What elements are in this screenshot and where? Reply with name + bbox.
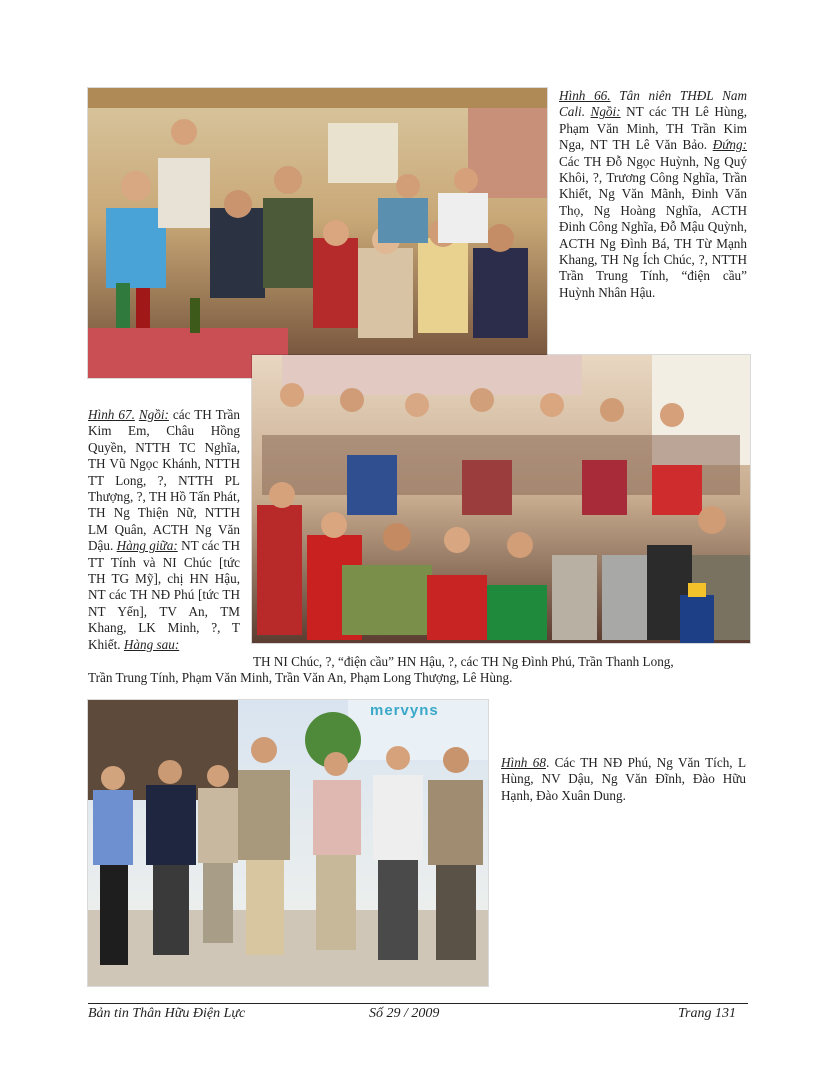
figure-66-stand-text: Các TH Đỗ Ngọc Huỳnh, Ng Quý Khôi, ?, Trương Công Nghĩa, Trần Khiết, Ng Văn Mãnh, Đinh Văn Thọ, Ng Hoàng Nghĩa, ACTH Đinh Công Nghĩa, Đỗ Mậu Quỳnh, ACTH Ng Đình Bá, TH Từ Mạnh Khang, TH Ng Ích Chúc, ?, NTTH Trần Trung Tính, “điện cầu” Huỳnh Nhân Hậu. <box>559 153 747 300</box>
caption-figure-67 <box>88 407 240 653</box>
figure-67-back-label: Hàng sau: <box>123 636 180 652</box>
footer-rule <box>88 1003 748 1004</box>
figure-66-stand-label: Đứng: <box>712 137 747 153</box>
figure-66-label: Hình 66. <box>559 88 611 103</box>
figure-67-mid-text: NT các TH TT Tính và NI Chúc [tức TH TG Mỹ], chị HN Hậu, NT các TH NĐ Phú [tức TH NT Yến], TV An, TM Khang, LK Minh, ?, T Khiết. <box>88 538 240 652</box>
figure-67-back-text-line1: TH NI Chúc, ?, “điện cầu” HN Hậu, ?, các TH Ng Đình Phú, Trần Thanh Long, <box>253 654 674 669</box>
photo-68 <box>88 700 488 986</box>
figure-66-title: Tân niên THĐL Nam Cali. <box>559 88 747 120</box>
photo-67 <box>252 355 750 643</box>
footer-page-number: Trang 131 <box>678 1006 736 1021</box>
footer-issue: Số 29 / 2009 <box>369 1006 440 1021</box>
figure-67-mid-label: Hàng giữa: <box>116 538 178 554</box>
caption-figure-66 <box>559 88 747 301</box>
figure-68-label: Hình 68 <box>501 755 546 770</box>
figure-67-back-text-line2: Trần Trung Tính, Phạm Văn Minh, Trần Văn An, Phạm Long Thượng, Lê Hùng. <box>88 670 513 685</box>
figure-68-text: . Các TH NĐ Phú, Ng Văn Tích, L Hùng, NV Dậu, Ng Văn Đĩnh, Đào Hữu Hạnh, Đào Xuân Dung. <box>501 755 747 803</box>
caption-figure-68 <box>501 755 746 804</box>
figure-67-sit-label: Ngồi: <box>138 407 169 422</box>
store-sign: mervyns <box>370 702 439 719</box>
figure-67-sit-text: các TH Trần Kim Em, Châu Hồng Quyền, NTTH TC Nghĩa, TH Vũ Ngọc Khánh, NTTH TT Long, ?, NTTH PL Thượng, ?, TH Hồ Tấn Phát, TH Ng Thiện Nữ, NTTH LM Quân, ACTH Ng Văn Dậu. <box>88 407 240 554</box>
figure-66-sit-text: NT các TH Lê Hùng, Phạm Văn Minh, TH Trần Kim Nga, NT TH Lê Văn Bảo. <box>559 104 747 153</box>
footer-publication: Bản tin Thân Hữu Điện Lực <box>88 1006 246 1021</box>
figure-67-label: Hình 67. <box>88 407 135 422</box>
photo-66 <box>88 88 547 378</box>
figure-66-sit-label: Ngồi: <box>590 104 621 120</box>
